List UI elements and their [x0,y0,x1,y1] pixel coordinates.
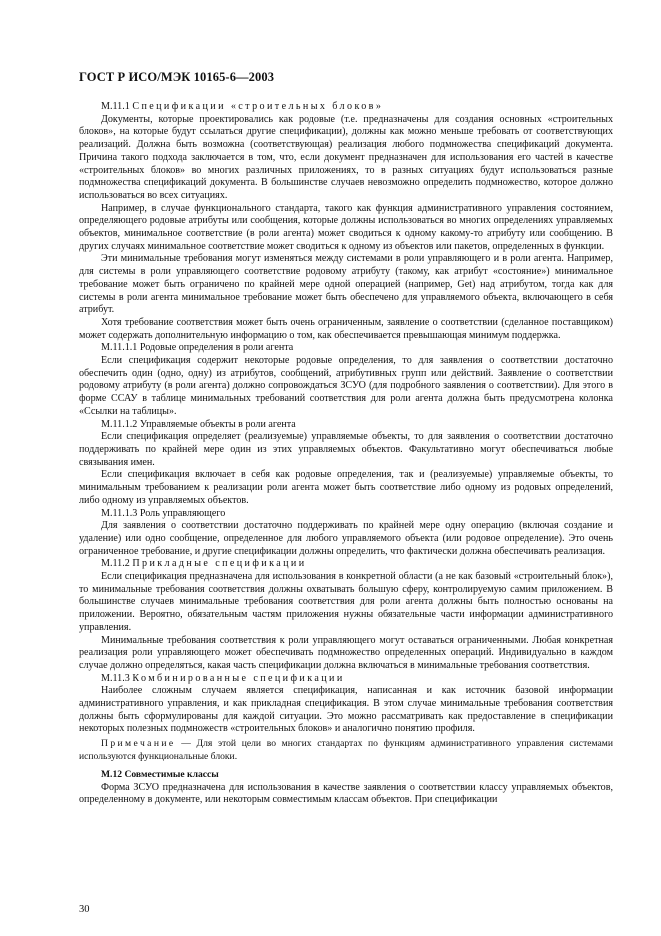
section-number: М.11.3 [101,672,133,684]
paragraph: Документы, которые проектировались как родовые (т.е. предназначены для создания основных «строительных блоков», на которые будут ссылаться другие спецификации), должны как можно меньше требовать от соответствующих реализаций. Должна быть возможна (соответствующая) реализация любого подмножества спецификаций документа. Причина такого подхода заключается в том, что, если документ предназначен для использования его частей в качестве «строительных блоков» во многих различных приложениях, то в разных ситуациях будут использоваться разные подмножества спецификаций документа. В большинстве случаев невозможно определить подмножество, которое должно использоваться во всех ситуациях. [79,113,613,201]
paragraph: Форма ЗСУО предназначена для использования в качестве заявления о соответствии классу управляемых объектов, определенному в документе, или некоторым совместимым классам объектов. При спецификации [79,781,613,806]
note-text: — Для этой цели во многих стандартах по функциям административного управления системами используются функциональные блоки. [79,738,613,762]
paragraph: Если спецификация определяет (реализуемые) управляемые объекты, то для заявления о соответствии достаточно поддерживать по крайней мере один из этих управляемых объектов. Факультативно могут обеспечиваться любые связывания имен. [79,431,613,468]
section-number: М.11.2 [101,558,133,570]
note-label: Примечание [101,738,176,750]
paragraph: Для заявления о соответствии достаточно поддерживать по крайней мере одну операцию (включая создание и удаление) или одно сообщение, определенное для любого управляемого объекта (или родовое определение). Это очень ограниченное требование, и другие спецификации должны определить, что фактически должна обеспечивать реализация. [79,520,613,557]
paragraph: Если спецификация включает в себя как родовые определения, так и (реализуемые) управляемые объекты, то минимальным требованием к реализации роли агента может быть соответствие либо одному из родовых определений, либо одному из управляемых объектов. [79,469,613,506]
subsection-heading: М.11.1.2 Управляемые объекты в роли агента [101,418,296,430]
paragraph: Если спецификация содержит некоторые родовые определения, то для заявления о соответствии достаточно обеспечить один (одно, одну) из атрибутов, сообщений, атрибутивных групп или действий. Заявление о соответствии родовому атрибуту (в роли агента) должно сопровождаться ЗСУО (для подробного заявления о соответствии). Для этого в форме ССАУ в таблице минимальных требований соответствия для роли агента должна быть предусмотрена колонка «Ссылки на таблицы». [79,355,613,417]
section-heading [79,558,613,571]
note [79,738,613,763]
paragraph: Хотя требование соответствия может быть очень ограниченным, заявление о соответствии (сделанное поставщиком) может содержать дополнительную информацию о том, как обеспечивается превышающая минимум поддержка. [79,316,613,341]
section-number: М.11.1 [101,101,133,112]
section-title-bold: М.12 Совместимые классы [101,768,219,780]
paragraph: Наиболее сложным случаем является спецификация, написанная и как источник базовой информации административного управления, и как прикладная спецификация. В этом случае минимальные требования соответствия должны быть сформулированы для каждой ситуации. Это можно рассматривать как предоставление в спецификации некоторых полезных подмножеств «строительных блоков» и аналогично понятию профиля. [79,685,613,735]
section-title: Комбинированные спецификации [132,672,345,684]
document-body [79,101,613,807]
paragraph: Минимальные требования соответствия к роли управляющего могут оставаться ограниченными. Любая конкретная реализация роли управляющего может обеспечивать подмножество определенных операций. Индивидуально в каждом случае должно определяться, какая часть спецификации должна включаться в минимальные требования соответствия. [79,634,613,671]
page-number: 30 [79,904,90,915]
section-title: Прикладные спецификации [132,558,307,570]
paragraph: Если спецификация предназначена для использования в конкретной области (а не как базовый «строительный блок»), то минимальные требования соответствия должны охватывать большую сферу, контролируемую самим приложением. В большинстве случаев минимальные требования соответствия для роли агента должны быть полностью основаны на приложении. Вероятно, обязательным частям приложения нужны обязательные части информации административного управления. [79,571,613,633]
section-heading [79,673,613,686]
paragraph: Например, в случае функционального стандарта, такого как функция административного управления состоянием, определяющего родовые атрибуты или сообщения, которые должны использоваться во многих определениях управляемых объектов, минимальное соответствие (в роли агента) может сводиться к одному какому-то атрибуту или сообщению. В других случаях минимальное соответствие может сводиться к одному из объектов или пакетов, определенных в функции. [79,202,613,252]
section-heading [79,101,613,114]
subsection-heading: М.11.1.1 Родовые определения в роли агента [101,342,294,354]
subsection-heading: М.11.1.3 Роль управляющего [101,507,226,519]
section-title: Спецификации «строительных блоков» [132,101,384,112]
standard-header: ГОСТ Р ИСО/МЭК 10165-6—2003 [79,70,275,84]
section-heading-m12 [79,769,613,782]
paragraph: Эти минимальные требования могут изменяться между системами в роли управляющего и в роли агента. Например, для системы в роли управляющего соответствие родовому атрибуту (такому, как атрибут «состояние») минимальное требование может быть ограничено по крайней мере одной операцией (например, Get) над атрибутом, тогда как для системы в роли агента минимальное требование может быть обеспечено для управляемого объекта, включающего в себя атрибут. [79,253,613,316]
